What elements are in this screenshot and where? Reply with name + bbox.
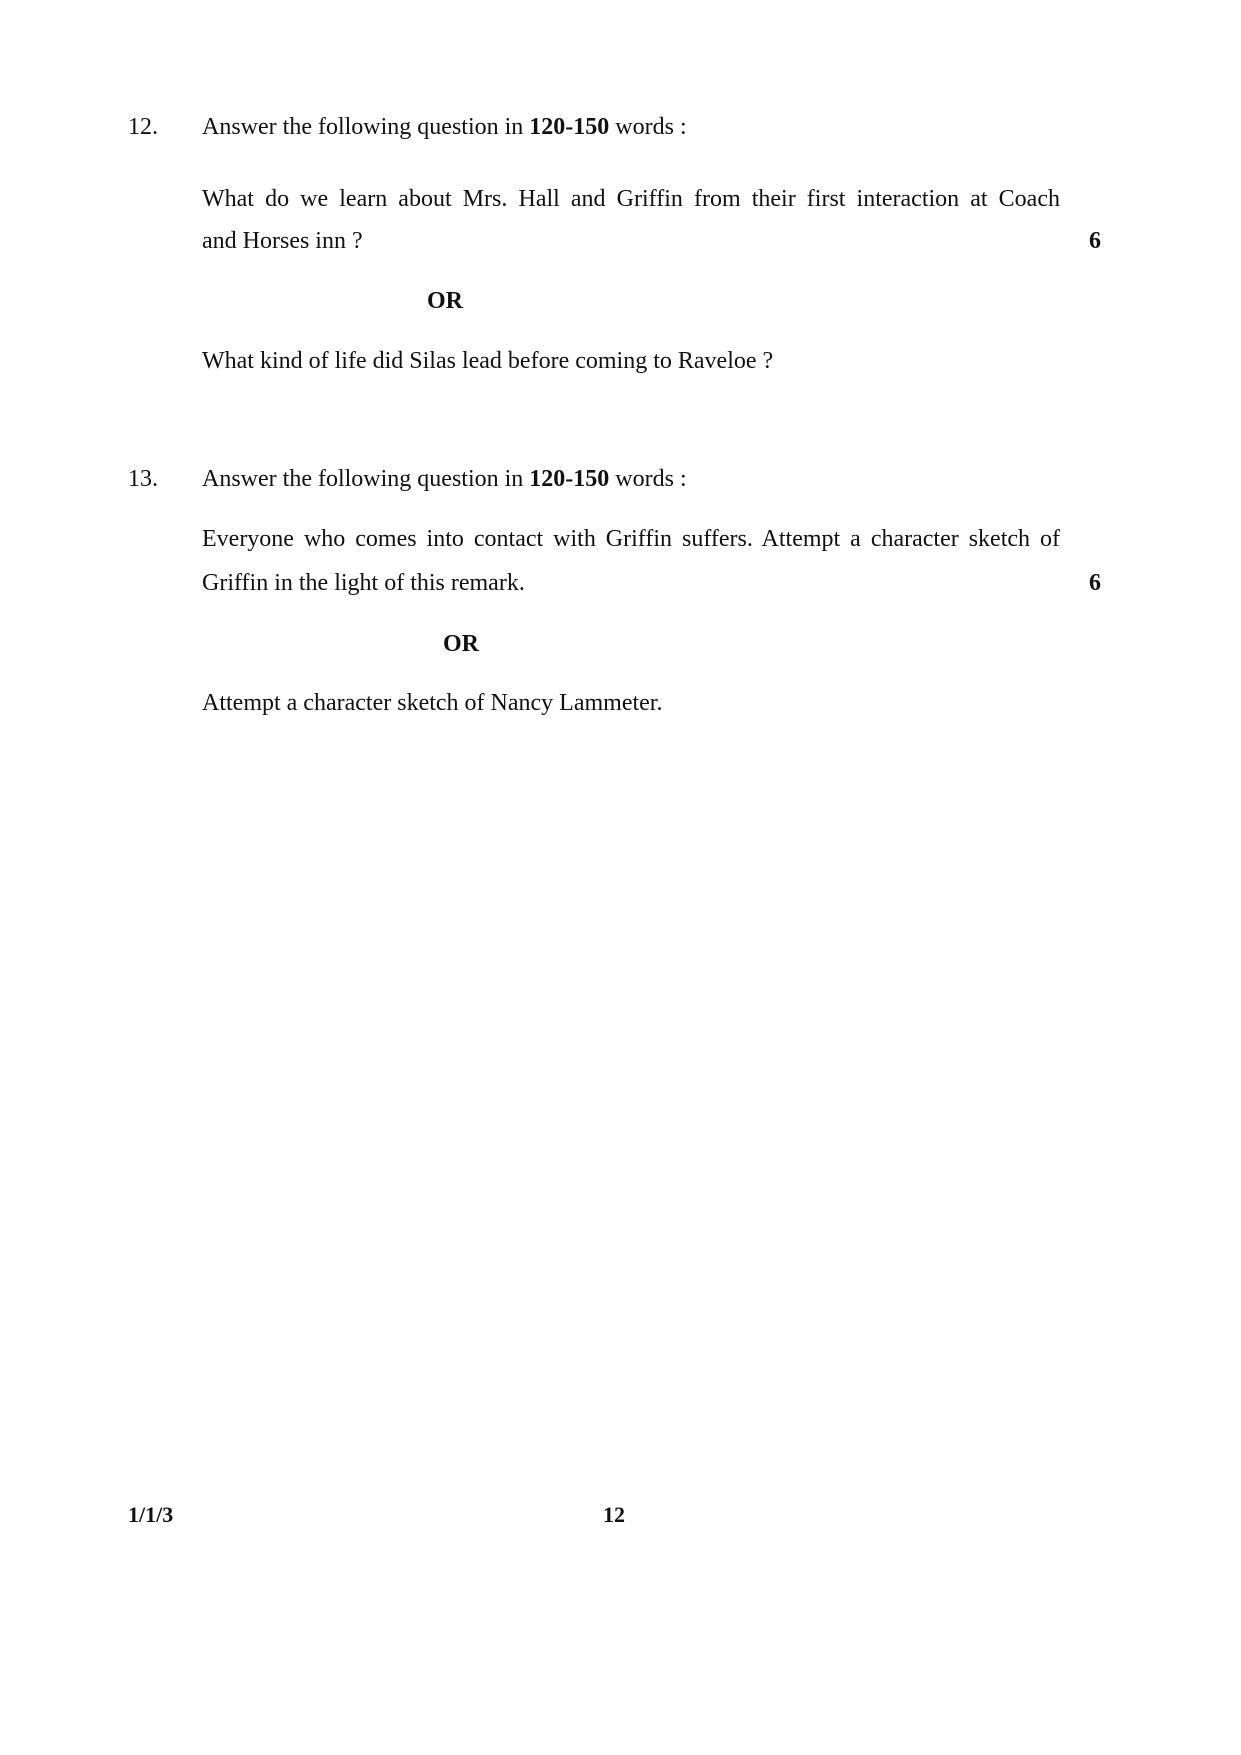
question-text-line1: Everyone who comes into contact with Griffin suffers. Attempt a character sketch of <box>202 526 1060 552</box>
word-limit: 120-150 <box>529 114 610 140</box>
or-label: OR <box>443 631 479 657</box>
instruction-text: Answer the following question in <box>202 114 530 140</box>
question-text-line2: and Horses inn ? <box>202 228 363 254</box>
page-number: 12 <box>603 1502 625 1527</box>
alternative-question: Attempt a character sketch of Nancy Lammeter. <box>202 690 663 716</box>
word-limit: 120-150 <box>529 466 610 492</box>
question-number: 12. <box>128 114 158 140</box>
marks: 6 <box>1089 570 1101 596</box>
question-text-line1: What do we learn about Mrs. Hall and Griffin from their first interaction at Coach <box>202 186 1060 212</box>
alternative-question: What kind of life did Silas lead before coming to Raveloe ? <box>202 348 774 374</box>
paper-code: 1/1/3 <box>128 1502 174 1527</box>
instruction-text: Answer the following question in <box>202 466 530 492</box>
instruction-text-end: words : <box>609 466 687 492</box>
marks: 6 <box>1089 228 1101 254</box>
question-text-line2: Griffin in the light of this remark. <box>202 570 525 596</box>
question-number: 13. <box>128 466 158 492</box>
question-instruction <box>202 115 687 139</box>
or-label: OR <box>427 288 463 314</box>
question-instruction <box>202 467 687 491</box>
instruction-text-end: words : <box>609 114 687 140</box>
